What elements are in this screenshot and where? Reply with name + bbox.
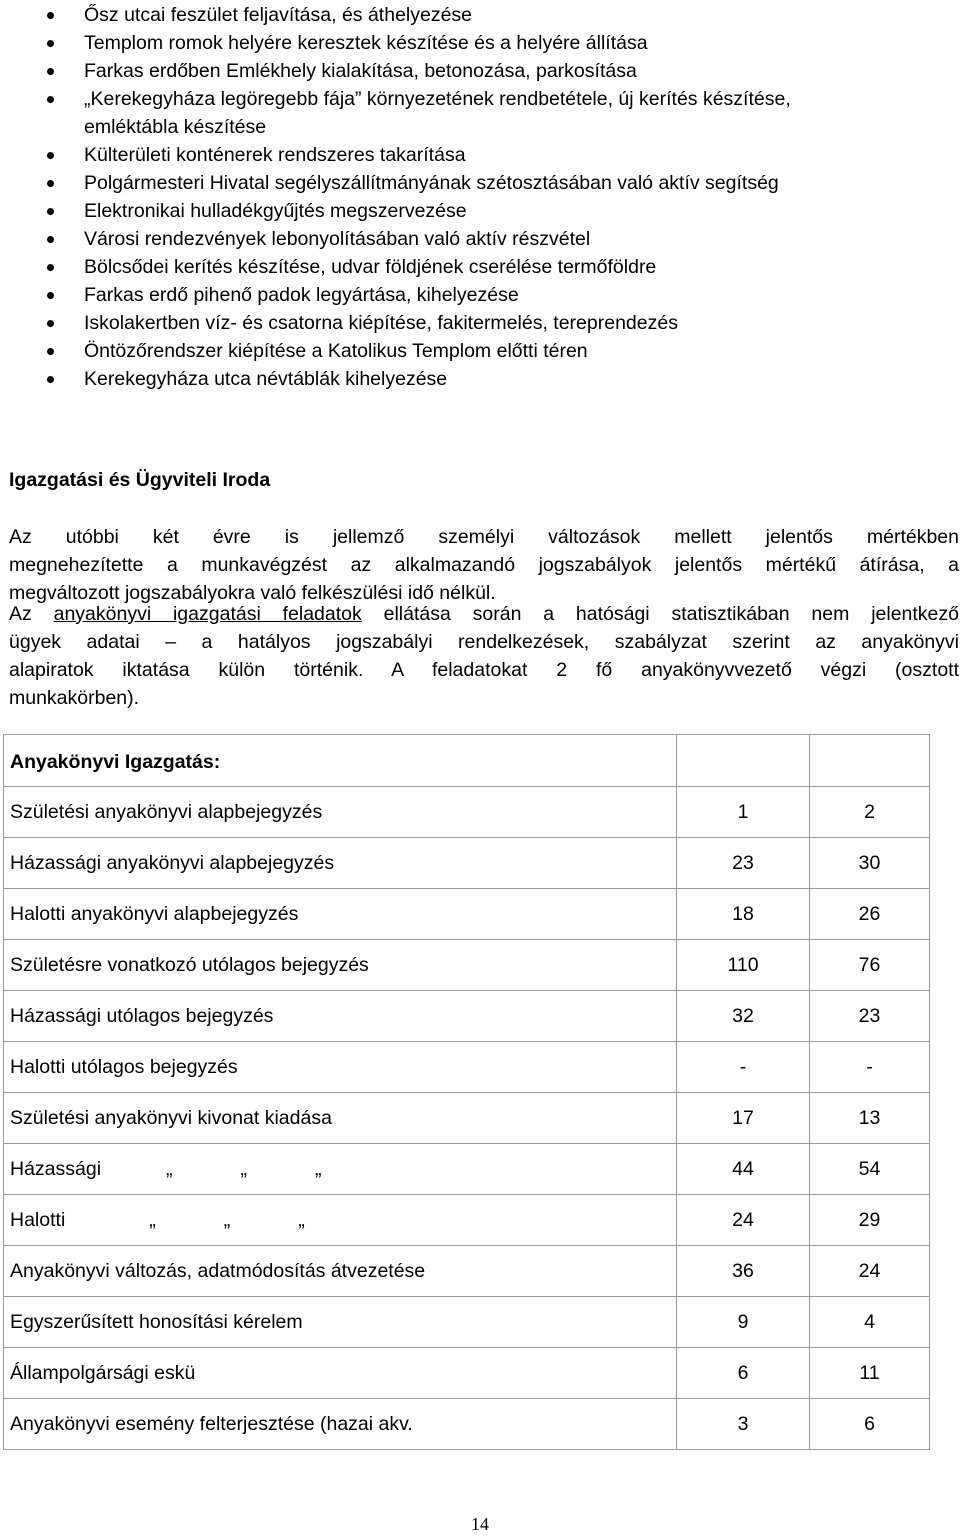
- bullet-icon: [47, 236, 54, 243]
- bullet-icon: [47, 208, 54, 215]
- list-item: Polgármesteri Hivatal segélyszállítmányának szétosztásában való aktív segítség: [0, 169, 960, 197]
- list-item-continuation: emléktábla készítése: [84, 116, 267, 138]
- list-item: Farkas erdő pihenő padok legyártása, kihelyezése: [0, 281, 960, 309]
- bullet-icon: [47, 320, 54, 327]
- table-row: Halotti „ „ „ 24 29: [4, 1195, 930, 1246]
- underlined-phrase: anyakönyvi igazgatási feladatok: [53, 603, 362, 625]
- bullet-icon: [47, 348, 54, 355]
- table-row: Állampolgársági eskü 6 11: [4, 1348, 930, 1399]
- table-row: Anyakönyvi változás, adatmódosítás átvezetése 36 24: [4, 1246, 930, 1297]
- list-item: Iskolakertben víz- és csatorna kiépítése, fakitermelés, tereprendezés: [0, 309, 960, 337]
- list-item: Kerekegyháza utca névtáblák kihelyezése: [0, 365, 960, 393]
- bullet-icon: [47, 292, 54, 299]
- ditto-mark: „: [166, 1157, 173, 1180]
- table-row: Anyakönyvi esemény felterjesztése (hazai akv. 3 6: [4, 1399, 930, 1450]
- table-row: Egyszerűsített honosítási kérelem 9 4: [4, 1297, 930, 1348]
- ditto-mark: „: [298, 1208, 305, 1231]
- table-header: Anyakönyvi Igazgatás:: [4, 735, 677, 787]
- bullet-icon: [47, 96, 54, 103]
- list-item: Templom romok helyére keresztek készítése és a helyére állítása: [0, 29, 960, 57]
- bullet-icon: [47, 40, 54, 47]
- paragraph-staff-changes: Az utóbbi két évre is jellemző személyi változások mellett jelentős mértékben megnehezítette a munkavégzést az alkalmazandó jogszabályok jelentős mértékű átírása, a megváltozott jogszabályokra való felkészülési idő nélkül.: [9, 526, 959, 604]
- section-heading: Igazgatási és Ügyviteli Iroda: [9, 469, 271, 491]
- ditto-mark: „: [149, 1208, 156, 1231]
- table-row: Születésre vonatkozó utólagos bejegyzés 110 76: [4, 940, 930, 991]
- list-item: Külterületi konténerek rendszeres takarítása: [0, 141, 960, 169]
- list-item: „Kerekegyháza legöregebb fája” környezetének rendbetétele, új kerítés készítése, emléktábla készítése: [0, 85, 960, 141]
- bullet-icon: [47, 152, 54, 159]
- paragraph-registry-tasks: Az anyakönyvi igazgatási feladatok ellátása során a hatósági statisztikában nem jelentkező ügyek adatai – a hatályos jogszabályi rendelkezések, szabályzat szerint az anyakönyvi alapiratok iktatása külön történik. A feladatokat 2 fő anyakönyvvezető végzi (osztott munkakörben).: [9, 603, 960, 709]
- bullet-icon: [47, 68, 54, 75]
- table-row: Házassági „ „ „ 44 54: [4, 1144, 930, 1195]
- ditto-mark: „: [223, 1208, 231, 1231]
- table-row: Házassági anyakönyvi alapbejegyzés 23 30: [4, 838, 930, 889]
- list-item: Ősz utcai feszület feljavítása, és áthelyezése: [0, 1, 960, 29]
- table-row: Házassági utólagos bejegyzés 32 23: [4, 991, 930, 1042]
- bullet-icon: [47, 264, 54, 271]
- table-header-row: [4, 735, 930, 787]
- list-item: Városi rendezvények lebonyolításában való aktív részvétel: [0, 225, 960, 253]
- bullet-list: [0, 1, 960, 393]
- ditto-mark: „: [315, 1157, 322, 1180]
- table-row: Születési anyakönyvi kivonat kiadása 17 13: [4, 1093, 930, 1144]
- page-number: 14: [471, 1514, 489, 1534]
- bullet-icon: [47, 180, 54, 187]
- table-row: Halotti anyakönyvi alapbejegyzés 18 26: [4, 889, 930, 940]
- list-item: Elektronikai hulladékgyűjtés megszervezése: [0, 197, 960, 225]
- ditto-mark: „: [240, 1157, 248, 1180]
- bullet-icon: [47, 12, 54, 19]
- list-item: Öntözőrendszer kiépítése a Katolikus Templom előtti téren: [0, 337, 960, 365]
- bullet-icon: [47, 376, 54, 383]
- list-item: Farkas erdőben Emlékhely kialakítása, betonozása, parkosítása: [0, 57, 960, 85]
- registry-statistics-table: [3, 734, 930, 1450]
- table-row: Halotti utólagos bejegyzés - -: [4, 1042, 930, 1093]
- table-row: Születési anyakönyvi alapbejegyzés 1 2: [4, 787, 930, 838]
- list-item: Bölcsődei kerítés készítése, udvar földjének cserélése termőföldre: [0, 253, 960, 281]
